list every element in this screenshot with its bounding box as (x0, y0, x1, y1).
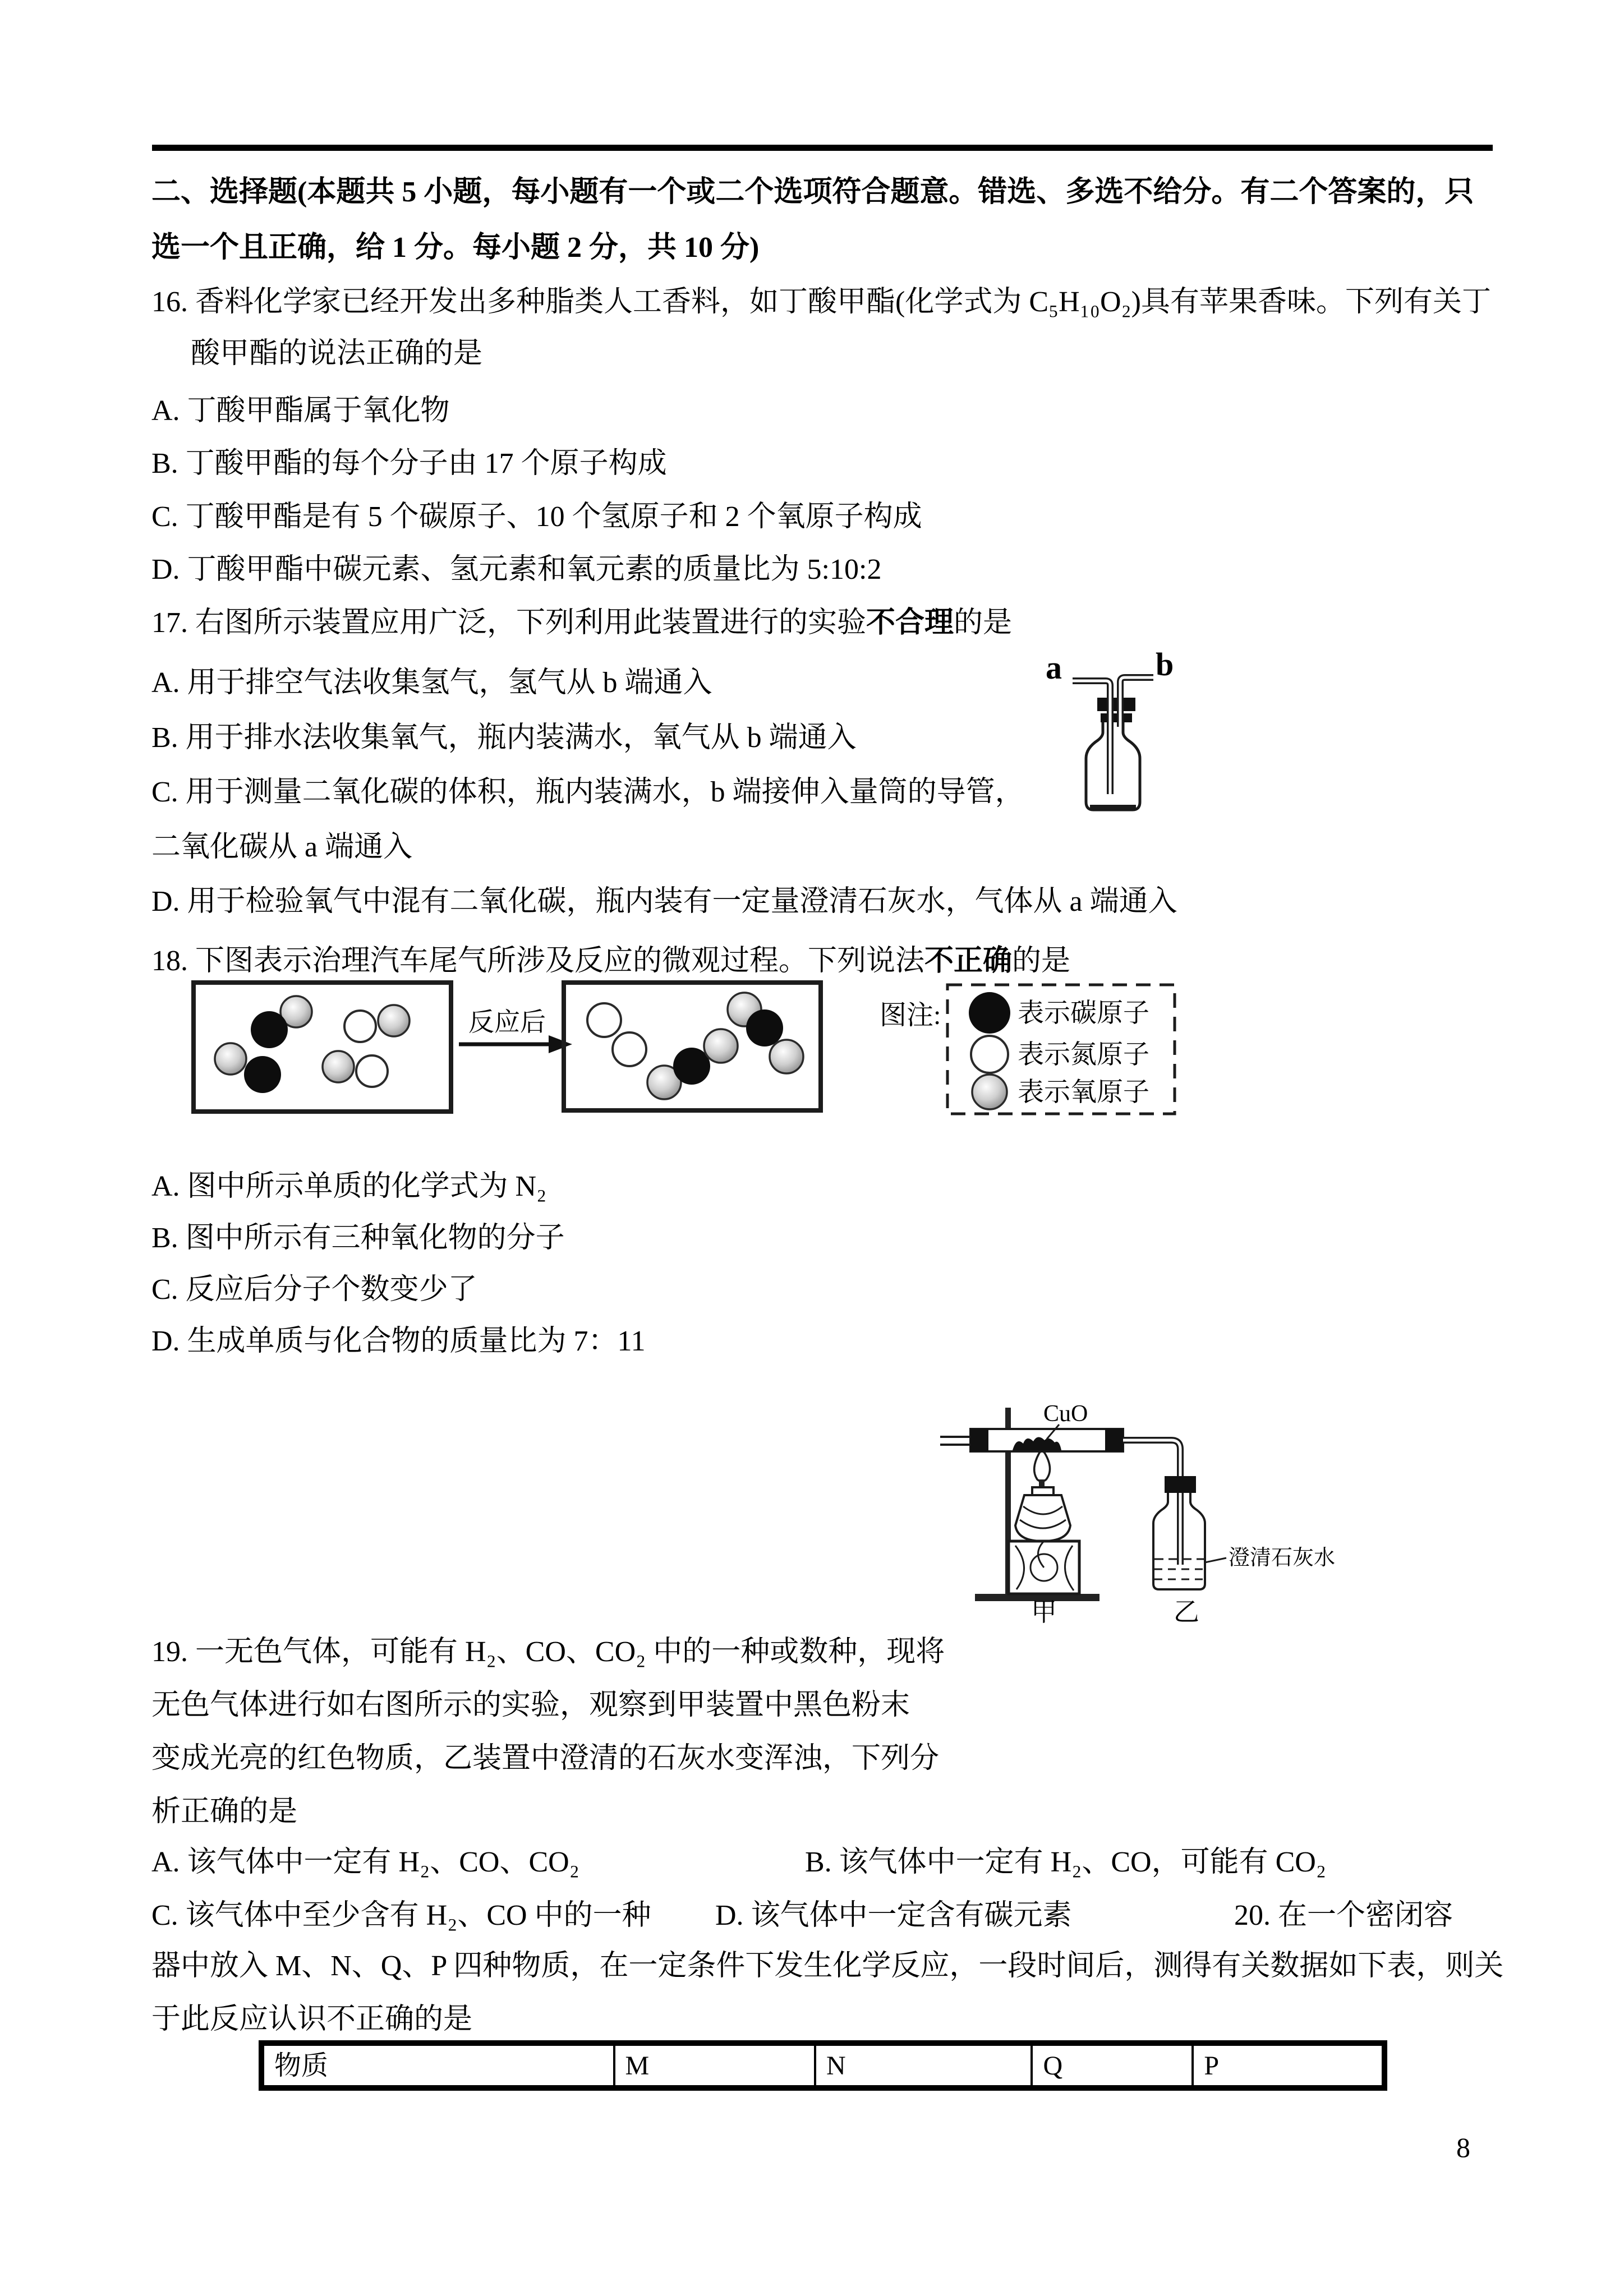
carbon-legend-icon (969, 992, 1010, 1034)
q17-option-c1: C. 用于测量二氧化碳的体积，瓶内装满水，b 端接伸入量筒的导管， (151, 776, 1024, 808)
table-header-p: P (1191, 2046, 1382, 2085)
q18-stem (151, 944, 1070, 978)
limewater-leader-line (1205, 1558, 1226, 1562)
q17-stem (151, 606, 1012, 640)
delivery-tube-outer (1123, 1440, 1180, 1565)
carbon-atom (746, 1009, 783, 1046)
q20-data-table (259, 2040, 1387, 2091)
cuo-heating-apparatus (920, 1396, 1369, 1626)
nitrogen-legend-icon (971, 1036, 1008, 1073)
nitrogen-atom (344, 1011, 376, 1042)
oxygen-atom (215, 1043, 246, 1075)
oxygen-atom (378, 1005, 410, 1036)
q16-option-d: D. 丁酸甲酯中碳元素、氢元素和氧元素的质量比为 5:10:2 (151, 554, 882, 585)
arrow-label: 反应后 (468, 1008, 546, 1036)
q20-stem-line2: 器中放入 M、N、Q、P 四种物质，在一定条件下发生化学反应，一段时间后，测得有关数据如下表，则关 (151, 1950, 1504, 1982)
q17-stem-post: 的是 (954, 607, 1013, 639)
port-a-label: a (1046, 649, 1062, 686)
carbon-legend-label: 表示碳原子 (1018, 999, 1149, 1028)
flame-icon (1034, 1451, 1050, 1482)
device-yi-label: 乙 (1174, 1598, 1199, 1626)
q18-stem-post: 的是 (1012, 945, 1071, 977)
q19-stem-line4: 析正确的是 (151, 1796, 298, 1828)
q18-option-d: D. 生成单质与化合物的质量比为 7：11 (151, 1325, 646, 1357)
arrow-head (549, 1035, 572, 1053)
q17-option-d: D. 用于检验氧气中混有二氧化碳，瓶内装有一定量澄清石灰水，气体从 a 端通入 (151, 886, 1177, 918)
q17-option-a: A. 用于排空气法收集氢气，氢气从 b 端通入 (151, 667, 712, 699)
nitrogen-legend-label: 表示氮原子 (1018, 1040, 1149, 1069)
q18-option-b: B. 图中所示有三种氧化物的分子 (151, 1222, 565, 1254)
section-header-line2: 选一个且正确，给 1 分。每小题 2 分，共 10 分) (151, 232, 760, 264)
q19-option-c: C. 该气体中至少含有 H₂、CO 中的一种 (151, 1899, 651, 1931)
alcohol-lamp-body (1015, 1495, 1070, 1541)
q19-option-a: A. 该气体中一定有 H₂、CO、CO₂ (151, 1846, 579, 1878)
q18-stem-bold: 不正确 (924, 945, 1013, 977)
q16-option-b: B. 丁酸甲酯的每个分子由 17 个原子构成 (151, 448, 667, 480)
q20-stem-line3: 于此反应认识不正确的是 (151, 2003, 473, 2035)
legend-title: 图注: (880, 1001, 941, 1030)
q17-stem-pre: 17. 右图所示装置应用广泛，下列利用此装置进行的实验 (151, 607, 867, 639)
tube-stopper-left (970, 1429, 988, 1451)
table-header-substance: 物质 (274, 2051, 329, 2081)
delivery-tube-bore (1123, 1440, 1180, 1565)
cuo-label: CuO (1043, 1401, 1088, 1427)
q19-option-d: D. 该气体中一定含有碳元素 (715, 1899, 1072, 1931)
q16-stem-line2: 酸甲酯的说法正确的是 (191, 338, 483, 370)
carbon-atom (244, 1056, 281, 1093)
q18-option-c: C. 反应后分子个数变少了 (151, 1274, 477, 1306)
q16-option-a: A. 丁酸甲酯属于氧化物 (151, 395, 450, 427)
nitrogen-atom (587, 1003, 621, 1037)
section-header-line1: 二、选择题(本题共 5 小题，每小题有一个或二个选项符合题意。错选、多选不给分。有二个答案的，只 (151, 176, 1474, 208)
table-header-m: M (613, 2046, 815, 2085)
q17-option-b: B. 用于排水法收集氧气，瓶内装满水，氧气从 b 端通入 (151, 722, 857, 754)
device-jia-label: 甲 (1031, 1598, 1057, 1626)
q18-option-a: A. 图中所示单质的化学式为 N₂ (151, 1170, 547, 1202)
oxygen-atom (704, 1029, 738, 1063)
oxygen-atom (770, 1040, 803, 1073)
header-rule (152, 145, 1493, 151)
reaction-diagram (185, 976, 1195, 1144)
table-header-q: Q (1030, 2046, 1191, 2085)
page-number: 8 (1456, 2132, 1470, 2163)
limewater-label: 澄清石灰水 (1229, 1546, 1336, 1570)
stopper-top (1097, 698, 1135, 711)
q19-stem-line3: 变成光亮的红色物质，乙装置中澄清的石灰水变浑浊，下列分 (151, 1742, 940, 1774)
tube-stopper-right (1105, 1429, 1123, 1451)
q17-stem-bold: 不合理 (866, 607, 954, 639)
q17-option-c2: 二氧化碳从 a 端通入 (151, 831, 413, 863)
q19-stem-line1: 19. 一无色气体，可能有 H₂、CO、CO₂ 中的一种或数种，现将 (151, 1636, 945, 1668)
q20-stem-line1: 20. 在一个密闭容 (1234, 1899, 1453, 1931)
oxygen-legend-label: 表示氧原子 (1018, 1078, 1149, 1107)
port-b-label: b (1156, 646, 1174, 683)
nitrogen-atom (356, 1055, 388, 1087)
lamp-collar (1032, 1487, 1053, 1495)
q16-option-c: C. 丁酸甲酯是有 5 个碳原子、10 个氢原子和 2 个氧原子构成 (151, 501, 922, 533)
q19-stem-line2: 无色气体进行如右图所示的实验，观察到甲装置中黑色粉末 (151, 1689, 910, 1721)
q18-stem-pre: 18. 下图表示治理汽车尾气所涉及反应的微观过程。下列说法 (151, 945, 925, 977)
stopper-bottom (1101, 713, 1132, 722)
bottle-stopper (1165, 1476, 1196, 1493)
table-header-n: N (814, 2046, 1030, 2085)
q19-option-b: B. 该气体中一定有 H₂、CO，可能有 CO₂ (805, 1846, 1326, 1878)
q16-stem-line1: 16. 香料化学家已经开发出多种脂类人工香料，如丁酸甲酯(化学式为 C₅H₁₀O₂)具有苹果香味。下列有关丁 (151, 286, 1491, 318)
carbon-atom (251, 1011, 288, 1048)
nitrogen-atom (613, 1032, 646, 1066)
gas-washing-bottle-icon (1038, 627, 1189, 823)
oxygen-legend-icon (972, 1075, 1007, 1109)
oxygen-atom (323, 1051, 354, 1082)
